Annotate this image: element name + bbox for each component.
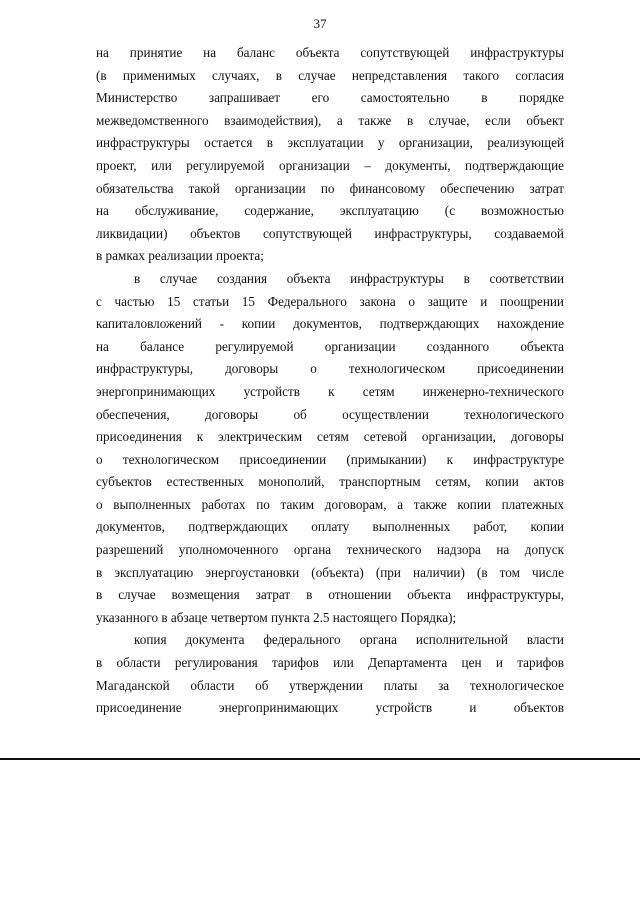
text-line: инфраструктуры, договоры о технологическом присоединении [96, 361, 564, 377]
text-line: ликвидации) объектов сопутствующей инфраструктуры, создаваемой [96, 225, 564, 241]
text-line: разрешений уполномоченного органа технического надзора на допуск [96, 542, 564, 558]
page-number: 37 [313, 16, 327, 31]
text-line: о выполненных работах по таким договорам, а также копии платежных [96, 496, 564, 512]
text-line: Министерство запрашивает его самостоятельно в порядке [96, 90, 564, 106]
text-line: капиталовложений - копии документов, подтверждающих нахождение [96, 316, 564, 332]
text-line: в рамках реализации проекта; [96, 248, 264, 264]
text-line: обеспечения, договоры об осуществлении технологического [96, 406, 564, 422]
text-line: о технологическом присоединении (примыкании) к инфраструктуре [96, 451, 564, 467]
paragraph-1 [96, 42, 564, 268]
paragraph-2 [96, 268, 564, 630]
text-line: на балансе регулируемой организации созданного объекта [96, 338, 564, 354]
text-line: Магаданской области об утверждении платы за технологическое [96, 677, 564, 693]
page-bottom-divider [0, 758, 640, 760]
text-line: в случае создания объекта инфраструктуры в соответствии [134, 270, 564, 286]
paragraph-3 [96, 629, 564, 719]
text-line: инфраструктуры остается в эксплуатации у организации, реализующей [96, 135, 564, 151]
text-line: обязательства такой организации по финансовому обеспечению затрат [96, 180, 564, 196]
text-line: с частью 15 статьи 15 Федерального закона о защите и поощрении [96, 293, 564, 309]
text-line: присоединение энергопринимающих устройств и объектов [96, 700, 564, 716]
text-line: межведомственного взаимодействия), а также в случае, если объект [96, 112, 564, 128]
text-line: указанного в абзаце четвертом пункта 2.5 настоящего Порядка); [96, 609, 457, 625]
text-line: копия документа федерального органа исполнительной власти [134, 632, 564, 648]
text-line: на обслуживание, содержание, эксплуатацию (с возможностью [96, 203, 564, 219]
text-line: документов, подтверждающих оплату выполненных работ, копии [96, 519, 564, 535]
text-line: на принятие на баланс объекта сопутствующей инфраструктуры [96, 45, 564, 60]
text-line: (в применимых случаях, в случае непредставления такого согласия [96, 67, 564, 83]
text-line: энергопринимающих устройств к сетям инженерно-технического [96, 383, 564, 399]
text-line: присоединения к электрическим сетям сетевой организации, договоры [96, 429, 564, 445]
text-line: проект, или регулируемой организации – документы, подтверждающие [96, 157, 564, 173]
text-line: в случае возмещения затрат в отношении объекта инфраструктуры, [96, 587, 564, 603]
document-body [96, 42, 564, 720]
text-line: в области регулирования тарифов или Департамента цен и тарифов [96, 655, 564, 671]
text-line: субъектов естественных монополий, транспортным сетям, копии актов [96, 474, 564, 490]
text-line: в эксплуатацию энергоустановки (объекта) (при наличии) (в том числе [96, 564, 564, 580]
